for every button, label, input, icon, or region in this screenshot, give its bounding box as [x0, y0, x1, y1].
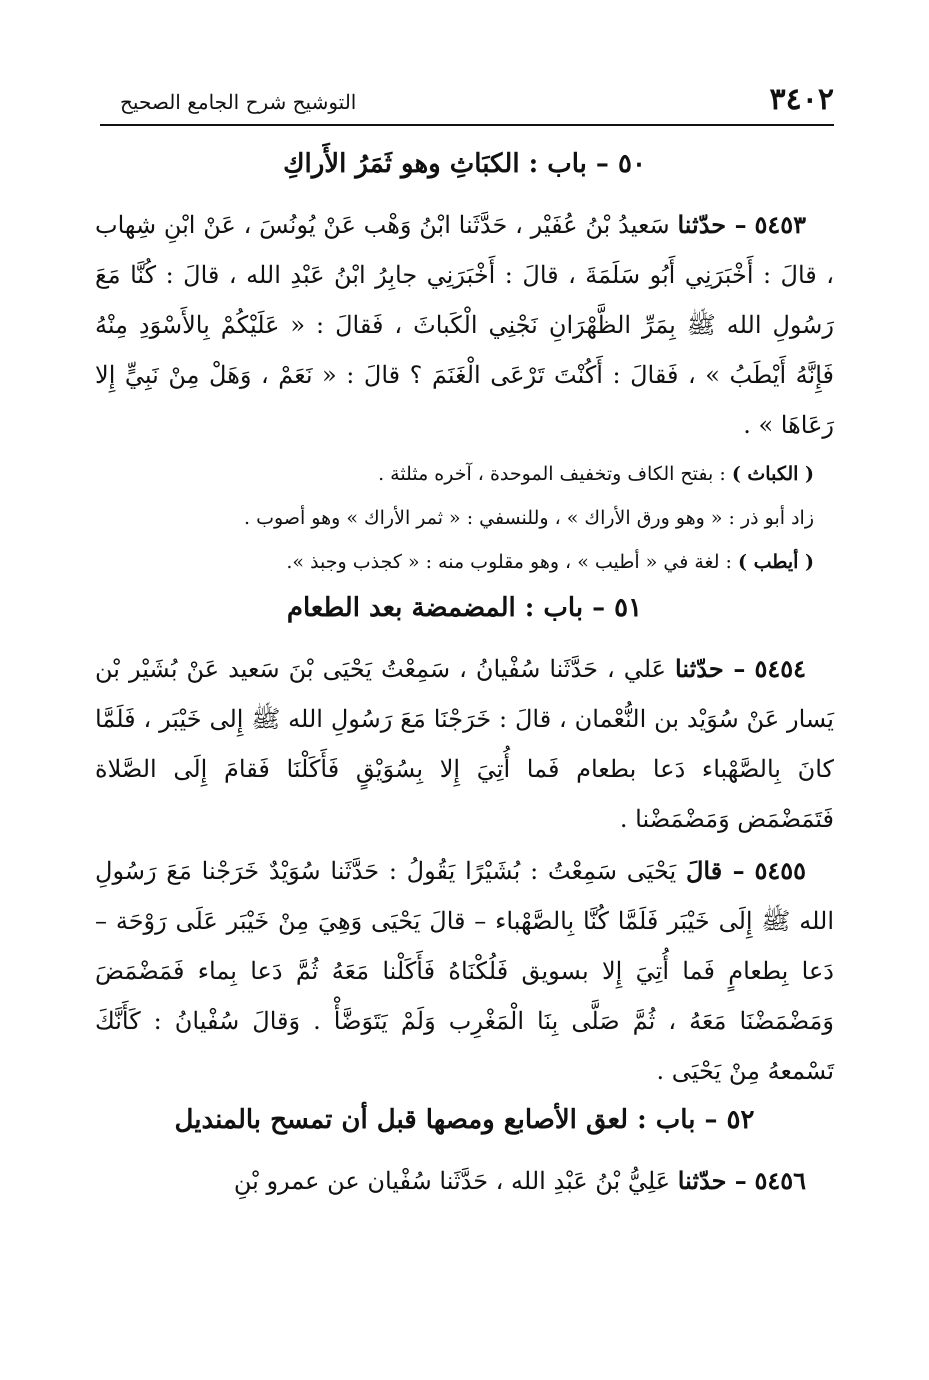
- hadith-number: ٥٤٥٦: [754, 1166, 806, 1195]
- chapter-heading-51: ٥١ – باب : المضمضة بعد الطعام: [286, 593, 643, 623]
- hadith-text: عَلي ، حَدَّثَنا سُفْيانُ ، سَمِعْتُ يَحْيَى بْنَ سَعيد عَنْ بُشَيْر بْن يَسار عَنْ سُوَيْد بن النُّعْمان ، قالَ : خَرَجْنَا مَعَ رَسُولِ الله ﷺ إِلى خَيْبَر ، فَلَمَّا كانَ بِالصَّهْباء دَعا بطعام فَما أُتِيَ إِلا بِسُوَيْقٍ فَأَكَلْنَا فَقامَ إِلَى الصَّلاة فَتَمَضْمَض وَمَضْمَضْنا .: [95, 655, 834, 833]
- hadith-lead: – حدّثنا: [675, 654, 746, 683]
- hadith-5454: [95, 644, 834, 844]
- page-header: [100, 78, 834, 126]
- note-term: ( الكباث ): [731, 463, 814, 485]
- hadith-text: عَلِيُّ بْنُ عَبْدِ الله ، حَدَّثَنا سُفْيان عن عمرو بْنِ: [233, 1167, 671, 1195]
- hadith-number: ٥٤٥٣: [754, 210, 806, 239]
- chapter-heading-52: ٥٢ – باب : لعق الأصابع ومصها قبل أن تمسح بالمنديل: [174, 1105, 755, 1135]
- hadith-5453: [95, 200, 834, 450]
- note-text: : لغة في « أطيب » ، وهو مقلوب منه : « كجذب وجبذ ».: [286, 551, 738, 573]
- hadith-number: ٥٤٥٥: [754, 856, 807, 885]
- hadith-number: ٥٤٥٤: [754, 654, 807, 683]
- hadith-lead: – قالَ: [685, 856, 745, 885]
- note-text: : بفتح الكاف وتخفيف الموحدة ، آخره مثلثة .: [378, 463, 732, 485]
- note-term: ( أيطب ): [737, 551, 814, 573]
- page-content: [95, 140, 834, 1208]
- hadith-5455: [95, 846, 834, 1096]
- commentary-note: [95, 454, 834, 494]
- hadith-text: سَعيدُ بْنُ عُفَيْر ، حَدَّثَنا ابْنُ وَهْب عَنْ يُونُسَ ، عَنْ ابْنِ شِهاب ، قالَ : أَخْبَرَنِي أَبُو سَلَمَةَ ، قالَ : أَخْبَرَنِي جابِرُ ابْنُ عَبْدِ الله ، قالَ : كُنَّا مَعَ رَسُولِ الله ﷺ بِمَرِّ الظَّهْرَانِ نَجْنِي الْكَباثَ ، فَقالَ : « عَلَيْكُمْ بِالأَسْوَدِ مِنْهُ فَإِنَّهُ أَيْطَبُ » ، فَقالَ : أَكُنْتَ تَرْعَى الْغَنَمَ ؟ قالَ : « نَعَمْ ، وَهَلْ مِنْ نَبِيٍّ إِلا رَعَاهَا » .: [95, 211, 835, 439]
- chapter-heading-50: ٥٠ – باب : الكبَاثِ وهو ثَمَرُ الأَراكِ: [283, 149, 646, 179]
- page-number: ٣٤٠٢: [769, 82, 834, 117]
- hadith-lead: – حدّثنا: [677, 1166, 747, 1195]
- commentary-note: [95, 542, 834, 582]
- hadith-text: يَحْيَى سَمِعْتُ : بُشَيْرًا يَقُولُ : حَدَّثَنا سُوَيْدٌ خَرَجْنا مَعَ رَسُولِ الله ﷺ إِلَى خَيْبَر فَلَمَّا كُنَّا بِالصَّهْباء – قالَ يَحْيَى وَهِيَ مِنْ خَيْبَر عَلَى رَوْحَة – دَعا بِطعامٍ فَما أُتِيَ إِلا بسويق فَلُكْنَاهُ فَأَكَلْنا مَعَهُ ثُمَّ دَعا بِماء فَمَضْمَضَ وَمَضْمَضْنَا مَعَهُ ، ثُمَّ صَلَّى بِنَا الْمَغْرِب وَلَمْ يَتَوَضَّأْ . وَقالَ سُفْيانُ : كَأَنَّكَ تَسْمعهُ مِنْ يَحْيَى .: [95, 857, 834, 1085]
- commentary-note: [95, 498, 834, 538]
- hadith-lead: – حدّثنا: [677, 210, 747, 239]
- running-title: التوشيح شرح الجامع الصحيح: [120, 90, 357, 114]
- hadith-5456: [95, 1156, 834, 1206]
- note-text: زاد أبو ذر : « وهو ورق الأراك » ، وللنسفي : « ثمر الأراك » وهو أصوب .: [244, 507, 814, 529]
